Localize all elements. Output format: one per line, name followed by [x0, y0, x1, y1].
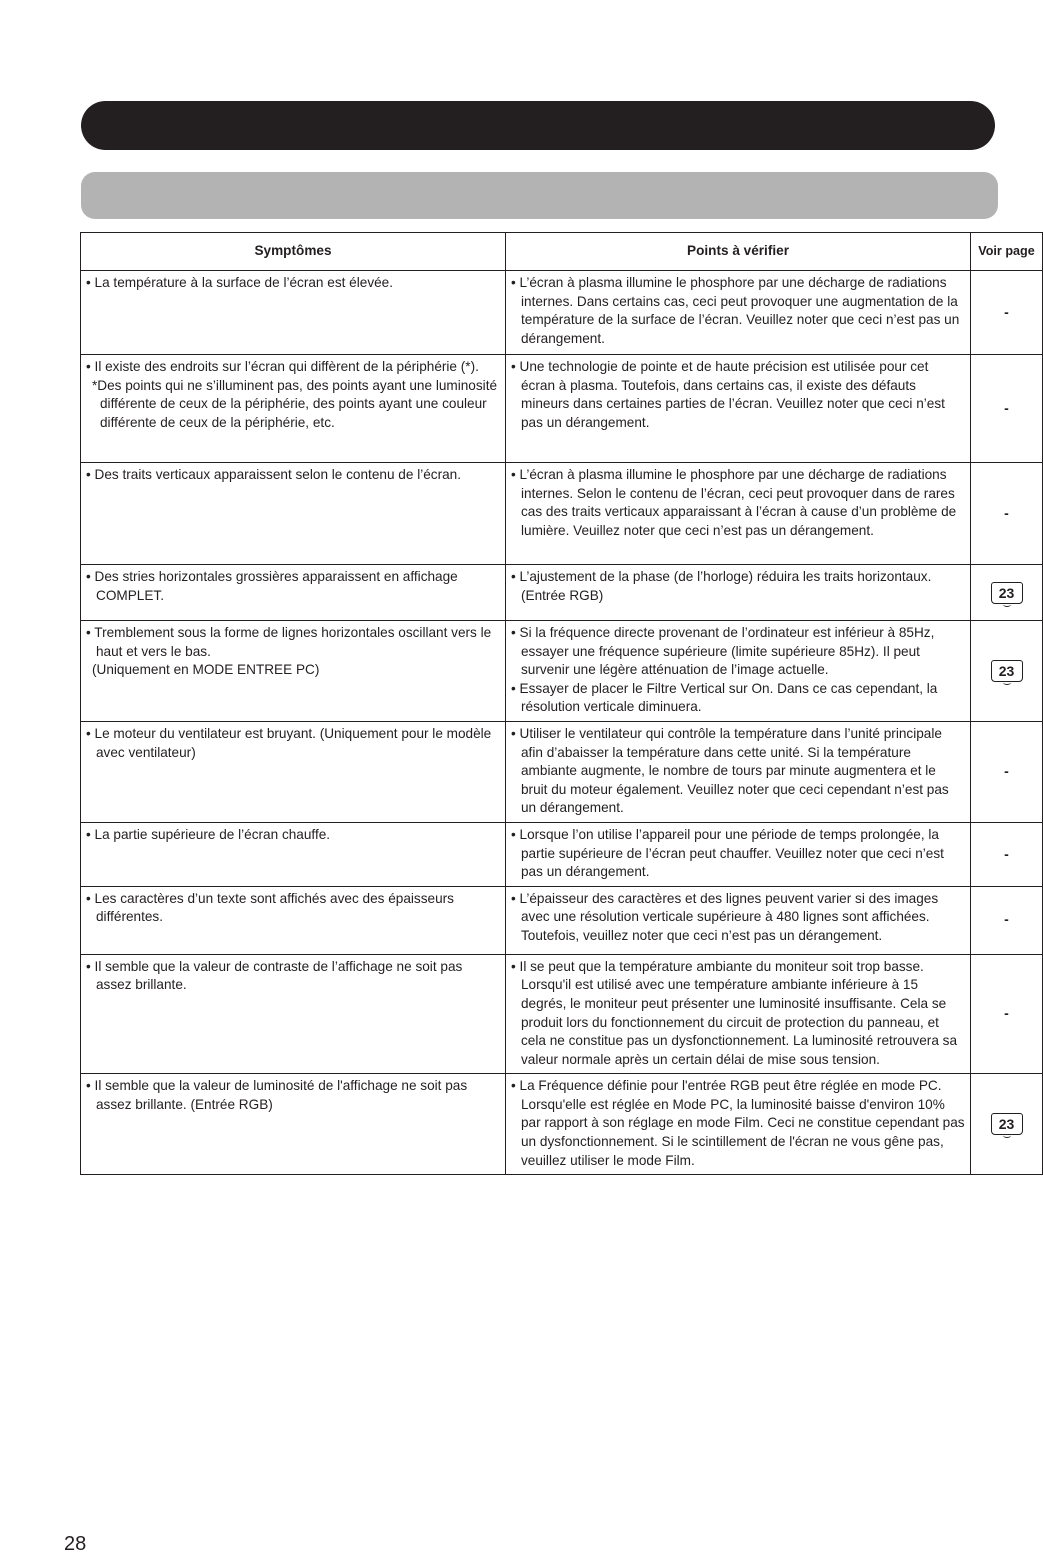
page-dash: -	[1004, 1005, 1009, 1022]
page-cell	[971, 1074, 1043, 1175]
table-row	[81, 463, 1043, 565]
symptom-cell	[81, 721, 506, 822]
page-number: 28	[64, 1533, 87, 1555]
page-reference-icon[interactable]: 23	[991, 1113, 1023, 1135]
symptom-text: • Il semble que la valeur de luminosité de l'affichage ne soit pas assez brillante. (Entrée RGB)	[86, 1078, 468, 1112]
symptom-note: (Uniquement en MODE ENTREE PC)	[92, 662, 320, 678]
symptom-text: • Tremblement sous la forme de lignes horizontales oscillant vers le haut et vers le bas.	[86, 625, 492, 659]
symptom-cell	[81, 565, 506, 621]
page-cell	[971, 954, 1043, 1074]
symptom-text: • Des stries horizontales grossières apparaissent en affichage COMPLET.	[86, 569, 458, 603]
symptom-cell	[81, 355, 506, 463]
symptom-cell	[81, 822, 506, 886]
symptom-note: *Des points qui ne s’illuminent pas, des points ayant une luminosité différente de ceux de la périphérie, des points ayant une couleur différente de ceux de la périphérie, etc.	[92, 377, 498, 430]
check-text: • Essayer de placer le Filtre Vertical sur On. Dans ce cas cependant, la résolution verticale diminuera.	[511, 680, 938, 715]
troubleshooting-table	[80, 232, 1043, 1175]
page-dash: -	[1004, 845, 1009, 862]
symptom-text: • Le moteur du ventilateur est bruyant. (Uniquement pour le modèle avec ventilateur)	[86, 725, 492, 760]
header-page: Voir page	[971, 233, 1043, 271]
page-dash: -	[1004, 399, 1009, 416]
page-cell	[971, 355, 1043, 463]
checks-cell	[506, 271, 971, 355]
page-cell	[971, 886, 1043, 954]
checks-cell	[506, 1074, 971, 1175]
symptom-text: • La température à la surface de l’écran est élevée.	[86, 275, 394, 290]
check-text: • Si la fréquence directe provenant de l’ordinateur est inférieur à 85Hz, essayer une fréquence supérieure (limite supérieure 85Hz). Il peut survenir une légère atténuation de l’image actuelle.	[511, 625, 935, 678]
checks-cell	[506, 355, 971, 463]
symptom-cell	[81, 886, 506, 954]
page-reference-icon[interactable]: 23	[991, 582, 1023, 604]
symptom-cell	[81, 271, 506, 355]
check-text: • Utiliser le ventilateur qui contrôle la température dans l’unité principale afin d’abaisser la température dans cette unité. Si la température ambiante augmente, le nombre de tours par minute augmentera et le bruit du moteur également. Veuillez noter que ceci cependant n’est pas un dérangement.	[511, 725, 949, 816]
header-checks: Points à vérifier	[506, 233, 971, 271]
check-text: • Une technologie de pointe et de haute précision est utilisée pour cet écran à plasma. Toutefois, dans certains cas, il existe des défauts mineurs dans certaines parties de l’écran. Veuillez noter que ceci n’est pas un dérangement.	[511, 359, 945, 430]
table-row	[81, 822, 1043, 886]
section-subtitle-bar	[81, 172, 998, 219]
page-cell	[971, 565, 1043, 621]
table-row	[81, 271, 1043, 355]
symptom-text: • Il semble que la valeur de contraste de l’affichage ne soit pas assez brillante.	[86, 958, 463, 993]
symptom-text: • Les caractères d’un texte sont affichés avec des épaisseurs différentes.	[86, 890, 454, 925]
check-text: • La Fréquence définie pour l'entrée RGB peut être réglée en mode PC. Lorsqu'elle est réglée en Mode PC, la luminosité baisse d'environ 10% par rapport à son réglage en mode Film. Ceci ne constitue cependant pas un dysfonctionnement. Si le scintillement de l'écran ne vous gêne pas, veuillez utiliser le mode Film.	[511, 1078, 965, 1168]
header-symptoms: Symptômes	[81, 233, 506, 271]
checks-cell	[506, 954, 971, 1074]
page-cell	[971, 463, 1043, 565]
table-row	[81, 565, 1043, 621]
checks-cell	[506, 621, 971, 722]
symptom-cell	[81, 463, 506, 565]
checks-cell	[506, 565, 971, 621]
check-text: • L’écran à plasma illumine le phosphore par une décharge de radiations internes. Dans certains cas, ceci peut provoquer une augmentation de la température de la surface de l’écran. Veuillez noter que ceci n’est pas un dérangement.	[511, 275, 960, 346]
symptom-text: • La partie supérieure de l’écran chauffe.	[86, 826, 331, 842]
page-cell	[971, 822, 1043, 886]
checks-cell	[506, 721, 971, 822]
checks-cell	[506, 463, 971, 565]
symptom-text: • Des traits verticaux apparaissent selon le contenu de l’écran.	[86, 467, 462, 482]
table-row	[81, 621, 1043, 722]
page-cell	[971, 271, 1043, 355]
table-row	[81, 355, 1043, 463]
section-title-bar	[81, 101, 995, 150]
symptom-text: • Il existe des endroits sur l’écran qui diffèrent de la périphérie (*).	[86, 359, 479, 374]
table-row	[81, 721, 1043, 822]
page-dash: -	[1004, 504, 1009, 521]
page-dash: -	[1004, 763, 1009, 780]
table-row	[81, 1074, 1043, 1175]
check-text: • L’épaisseur des caractères et des lignes peuvent varier si des images avec une résolution verticale supérieure à 480 lignes sont affichées. Toutefois, veuillez noter que ceci n’est pas un dérangement.	[511, 890, 939, 943]
checks-cell	[506, 886, 971, 954]
page-dash: -	[1004, 303, 1009, 320]
table-header-row	[81, 233, 1043, 271]
symptom-cell	[81, 954, 506, 1074]
page-cell	[971, 721, 1043, 822]
table-row	[81, 954, 1043, 1074]
symptom-cell	[81, 621, 506, 722]
page-cell	[971, 621, 1043, 722]
check-text: • L’ajustement de la phase (de l’horloge) réduira les traits horizontaux. (Entrée RGB)	[511, 569, 932, 603]
checks-cell	[506, 822, 971, 886]
page-reference-icon[interactable]: 23	[991, 660, 1023, 682]
symptom-cell	[81, 1074, 506, 1175]
table-row	[81, 886, 1043, 954]
check-text: • L’écran à plasma illumine le phosphore par une décharge de radiations internes. Selon le contenu de l’écran, ceci peut provoquer dans de rares cas des traits verticaux apparaissant à l’écran à cause d’un problème de lumière. Veuillez noter que ceci n’est pas un dérangement.	[511, 467, 957, 538]
page-dash: -	[1004, 911, 1009, 928]
check-text: • Lorsque l’on utilise l’appareil pour une période de temps prolongée, la partie supérieure de l’écran peut chauffer. Veuillez noter que ceci n’est pas un dérangement.	[511, 826, 944, 880]
check-text: • Il se peut que la température ambiante du moniteur soit trop basse. Lorsqu'il est utilisé avec une température ambiante inférieure à 15 degrés, le moniteur peut présenter une luminosité insuffisante. Cela se produit lors du fonctionnement du circuit de protection du panneau, et cela ne constitue pas un dysfonctionnement. La luminosité retrouvera sa valeur normale après un certain délai de mise sous tension.	[511, 958, 958, 1067]
